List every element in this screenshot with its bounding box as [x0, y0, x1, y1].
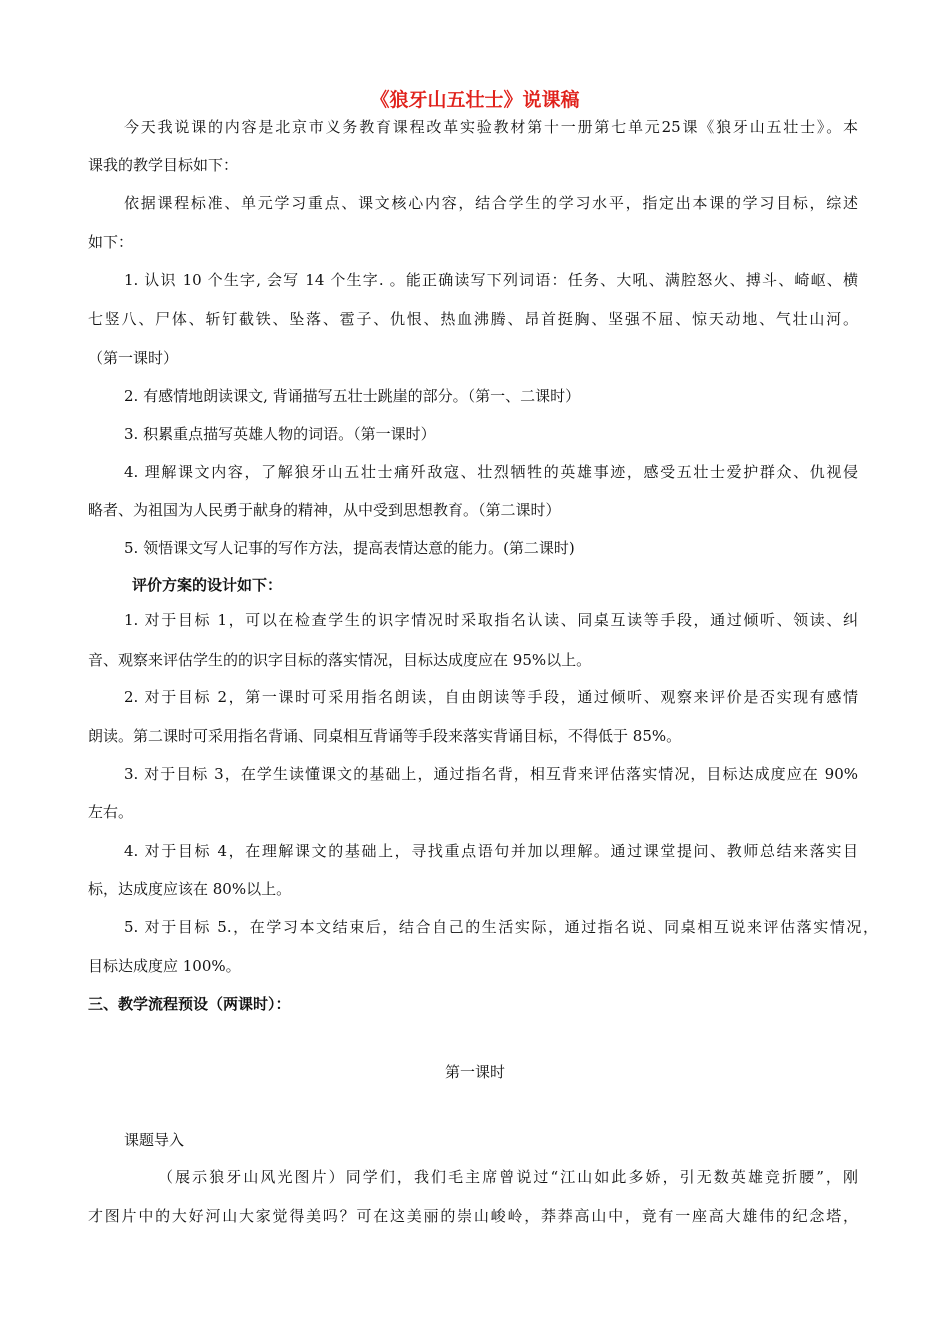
- evaluation-1-line-1: 1. 对于目标 1，可以在检查学生的识字情况时采取指名认读、同桌互读等手段，通过倾听、领读、纠: [124, 611, 858, 629]
- evaluation-4-line-1: 4. 对于目标 4，在理解课文的基础上，寻找重点语句并加以理解。通过课堂提问、教师总结来落实目: [124, 842, 858, 860]
- goal-2: 2. 有感情地朗读课文, 背诵描写五壮士跳崖的部分。（第一、二课时）: [124, 387, 581, 405]
- evaluation-2-line-1: 2. 对于目标 2，第一课时可采用指名朗读，自由朗读等手段，通过倾听、观察来评价是否实现有感情: [124, 688, 858, 706]
- section-3-heading: 三、教学流程预设（两课时）：: [88, 995, 291, 1013]
- evaluation-heading: 评价方案的设计如下：: [132, 576, 283, 594]
- intro-line-1: 今天我说课的内容是北京市义务教育课程改革实验教材第十一册第七单元25课《狼牙山五壮士》。本: [124, 118, 858, 136]
- goal-5: 5. 领悟课文写人记事的写作方法，提高表情达意的能力。(第二课时): [124, 539, 575, 557]
- evaluation-3-line-1: 3. 对于目标 3，在学生读懂课文的基础上，通过指名背，相互背来评估落实情况，目标达成度应在 90%: [124, 765, 858, 783]
- goal-1-line-3: （第一课时）: [88, 349, 179, 367]
- topic-intro-heading: 课题导入: [124, 1131, 185, 1149]
- basis-line-2: 如下：: [88, 233, 134, 251]
- evaluation-3-line-2: 左右。: [88, 803, 134, 821]
- basis-line-1: 依据课程标准、单元学习重点、课文核心内容，结合学生的学习水平，指定出本课的学习目标，综述: [124, 194, 858, 212]
- evaluation-4-line-2: 标，达成度应该在 80%以上。: [88, 880, 292, 898]
- goal-1-line-2: 七竖八、尸体、斩钉截铁、坠落、雹子、仇恨、热血沸腾、昂首挺胸、坚强不屈、惊天动地、气壮山河。: [88, 310, 858, 328]
- intro-line-2: 课我的教学目标如下：: [88, 156, 239, 174]
- topic-intro-line-2: 才图片中的大好河山大家觉得美吗？可在这美丽的崇山峻岭，莽莽高山中，竟有一座高大雄伟的纪念塔，: [88, 1207, 858, 1225]
- evaluation-5-line-1: 5. 对于目标 5.，在学习本文结束后，结合自己的生活实际，通过指名说、同桌相互说来评估落实情况，: [124, 918, 878, 936]
- goal-4-line-1: 4. 理解课文内容，了解狼牙山五壮士痛歼敌寇、壮烈牺牲的英雄事迹，感受五壮士爱护群众、仇视侵: [124, 463, 858, 481]
- goal-4-line-2: 略者、为祖国为人民勇于献身的精神，从中受到思想教育。（第二课时）: [88, 501, 561, 519]
- topic-intro-line-1: （展示狼牙山风光图片）同学们，我们毛主席曾说过“江山如此多娇，引无数英雄竞折腰”，刚: [158, 1168, 858, 1186]
- lesson-1-heading: 第一课时: [444, 1063, 505, 1081]
- goal-1-line-1: 1. 认识 10 个生字, 会写 14 个生字. 。能正确读写下列词语：任务、大吼、满腔怒火、搏斗、崎岖、横: [124, 271, 858, 289]
- evaluation-5-line-2: 目标达成度应 100%。: [88, 957, 241, 975]
- document-title: 《狼牙山五壮士》说课稿: [370, 89, 580, 111]
- evaluation-2-line-2: 朗读。第二课时可采用指名背诵、同桌相互背诵等手段来落实背诵目标，不得低于 85%。: [88, 727, 682, 745]
- goal-3: 3. 积累重点描写英雄人物的词语。（第一课时）: [124, 425, 436, 443]
- evaluation-1-line-2: 音、观察来评估学生的的识字目标的落实情况，目标达成度应在 95%以上。: [88, 651, 592, 669]
